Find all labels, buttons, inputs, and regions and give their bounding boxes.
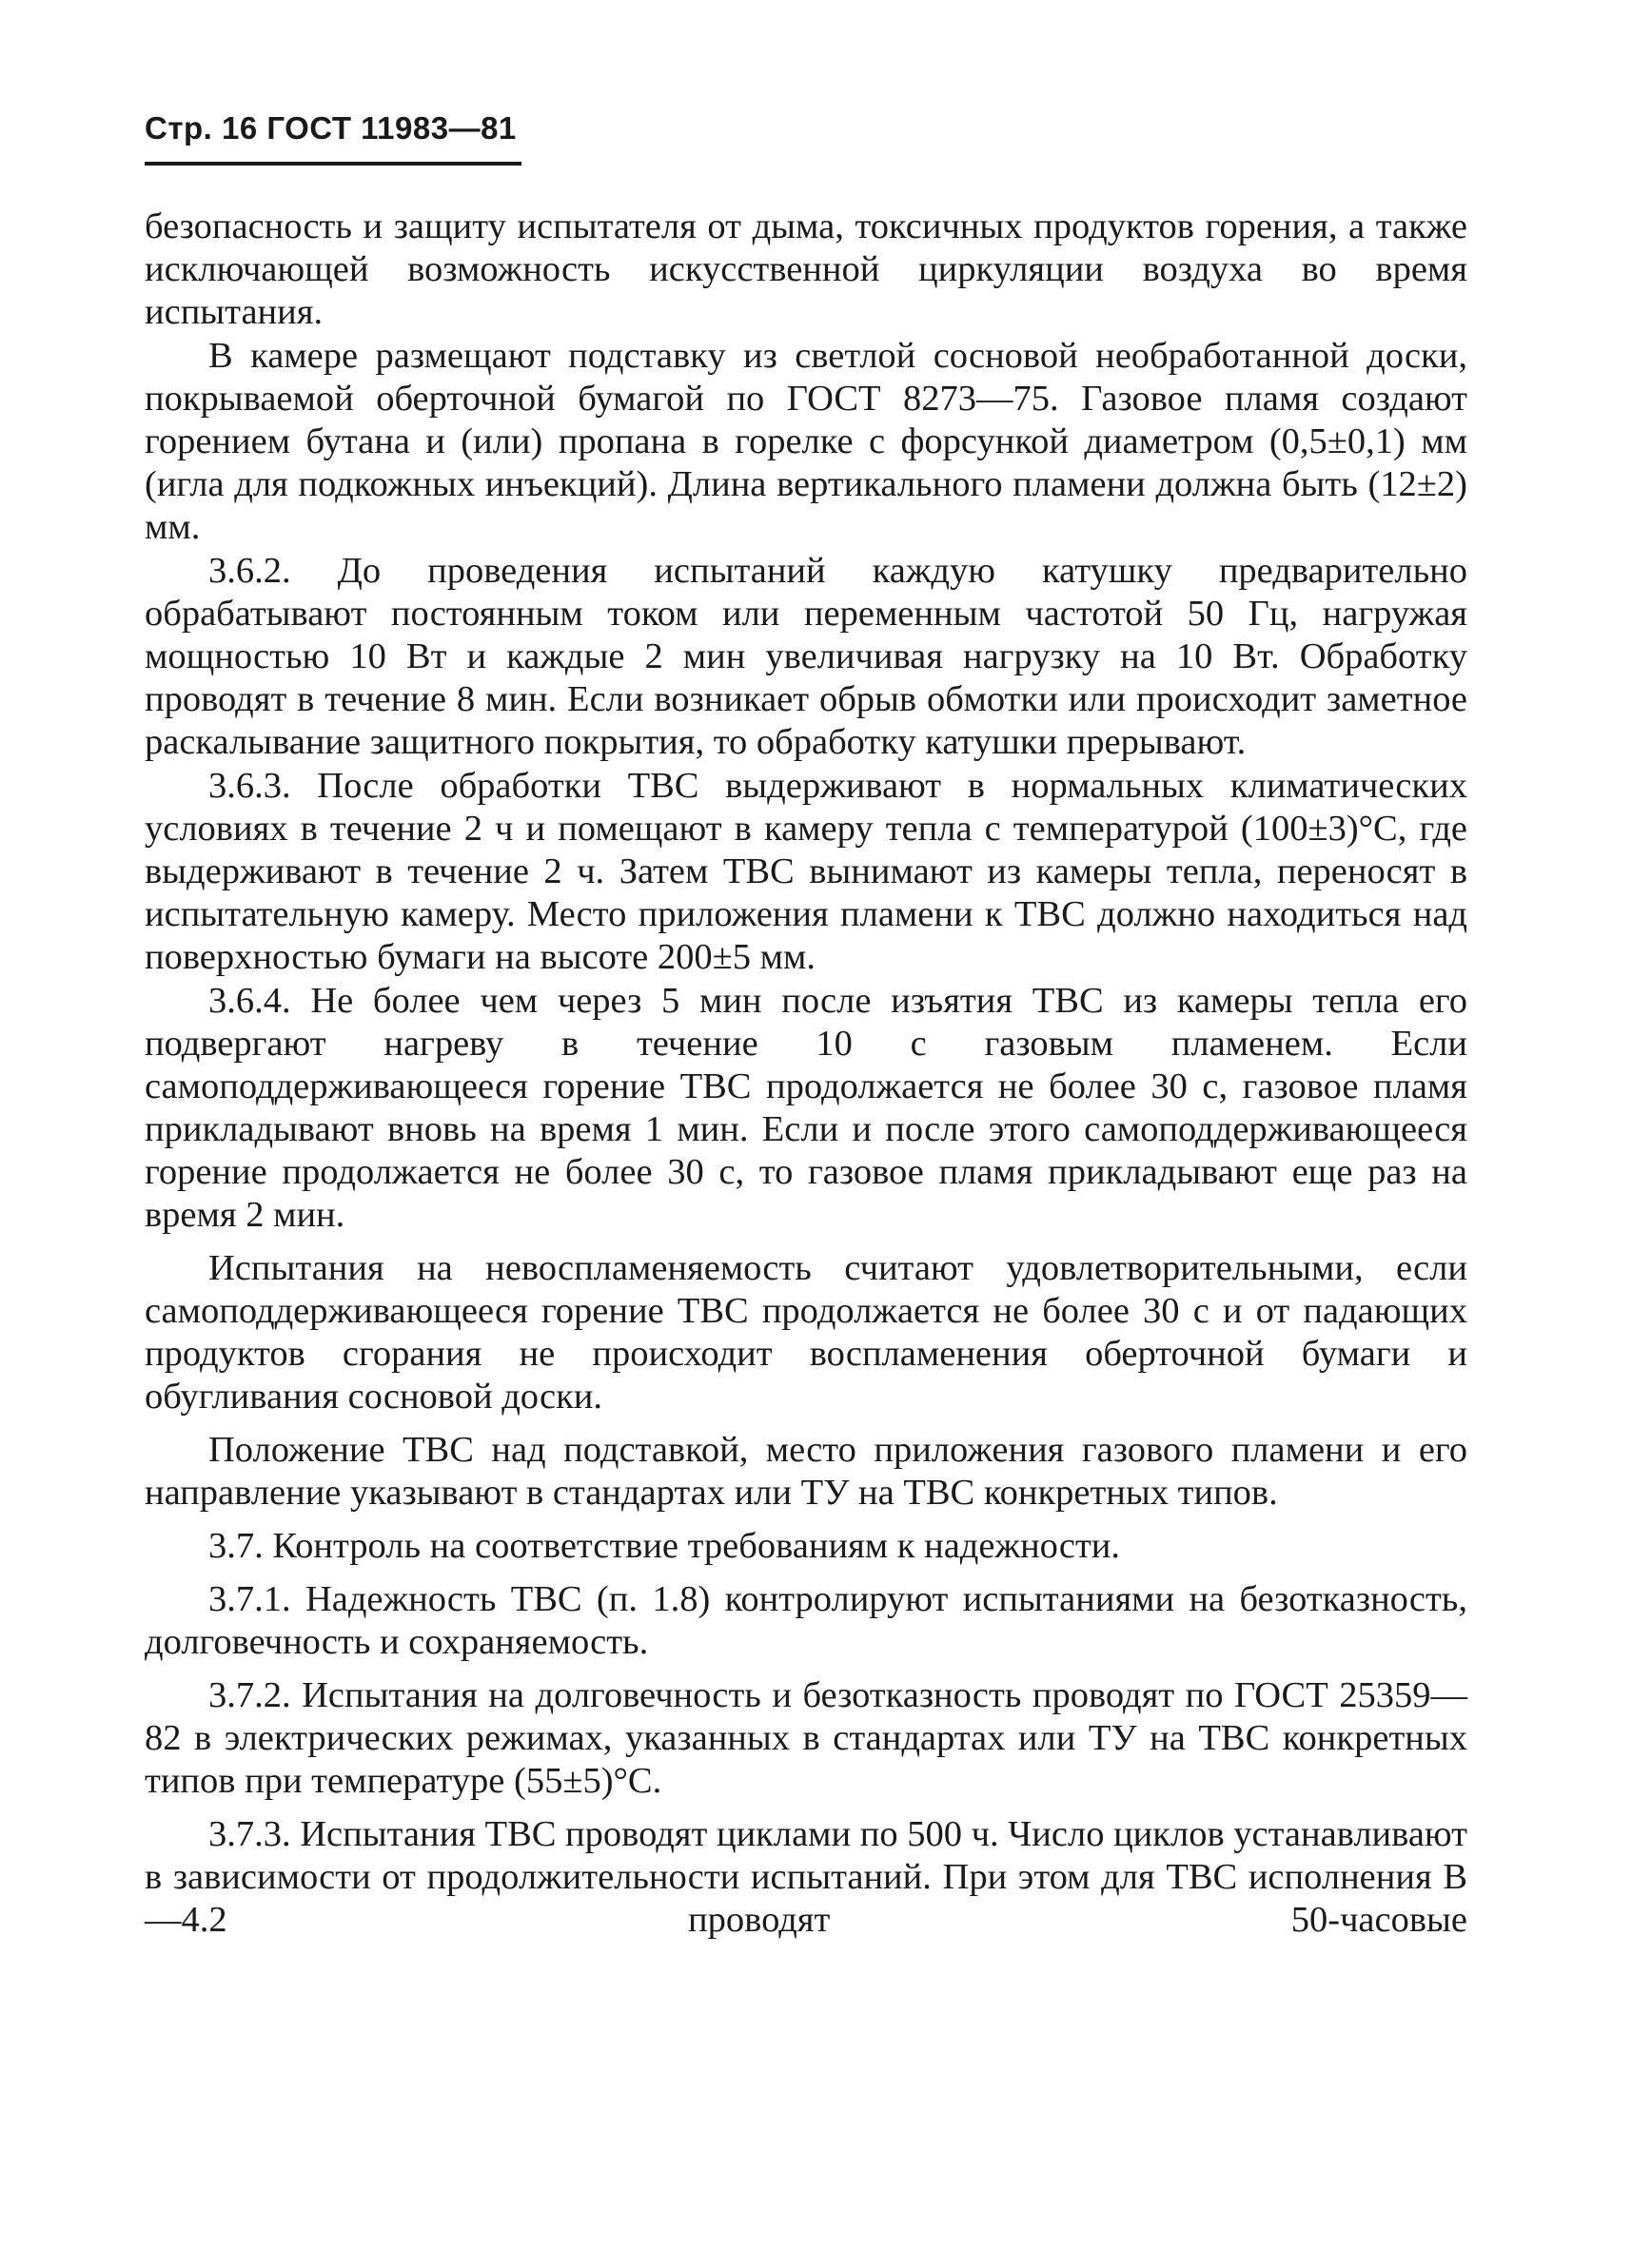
- paragraph-position: Положение ТВС над подставкой, место приложения газового пламени и его направление указывают в стандартах или ТУ на ТВС конкретных типов.: [145, 1430, 1467, 1513]
- paragraph-continuation: безопасность и защиту испытателя от дыма, токсичных продуктов горения, а также исключающей возможность искусственной циркуляции воздуха во время испытания.: [145, 206, 1467, 332]
- header-rule: [145, 162, 521, 166]
- paragraph-test-criteria: Испытания на невоспламеняемость считают удовлетворительными, если самоподдерживающееся горение ТВС продолжается не более 30 с и от падающих продуктов сгорания не происходит воспламенения оберточной бумаги и обугливания сосновой доски.: [145, 1248, 1467, 1417]
- running-head: Стр. 16 ГОСТ 11983—81: [145, 110, 517, 146]
- paragraph-chamber-setup: В камере размещают подставку из светлой сосновой необработанной доски, покрываемой оберточной бумагой по ГОСТ 8273—75. Газовое пламя создают горением бутана и (или) пропана в горелке с форсункой диаметром (0,5±0,1) мм (игла для подкожных инъекций). Длина вертикального пламени должна быть (12±2) мм.: [145, 336, 1467, 547]
- paragraph-3-7-1: 3.7.1. Надежность ТВС (п. 1.8) контролируют испытаниями на безотказность, долговечность и сохраняемость.: [145, 1579, 1467, 1662]
- paragraph-3-6-4: 3.6.4. Не более чем через 5 мин после изъятия ТВС из камеры тепла его подвергают нагреву в течение 10 с газовым пламенем. Если самоподдерживающееся горение ТВС продолжается не более 30 с, газовое пламя прикладывают вновь на время 1 мин. Если и после этого самоподдерживающееся горение продолжается не более 30 с, то газовое пламя прикладывают еще раз на время 2 мин.: [145, 981, 1467, 1235]
- paragraph-3-7-3: 3.7.3. Испытания ТВС проводят циклами по 500 ч. Число циклов устанавливают в зависимости от продолжительности испытаний. При этом для ТВС исполнения В—4.2 проводят 50-часовые: [145, 1814, 1467, 1940]
- body-text: [145, 205, 1467, 1943]
- paragraph-3-6-2: 3.6.2. До проведения испытаний каждую катушку предварительно обрабатывают постоянным током или переменным частотой 50 Гц, нагружая мощностью 10 Вт и каждые 2 мин увеличивая нагрузку на 10 Вт. Обработку проводят в течение 8 мин. Если возникает обрыв обмотки или происходит заметное раскалывание защитного покрытия, то обработку катушки прерывают.: [145, 551, 1467, 762]
- paragraph-3-6-3: 3.6.3. После обработки ТВС выдерживают в нормальных климатических условиях в течение 2 ч и помещают в камеру тепла с температурой (100±3)°С, где выдерживают в течение 2 ч. Затем ТВС вынимают из камеры тепла, переносят в испытательную камеру. Место приложения пламени к ТВС должно находиться над поверхностью бумаги на высоте 200±5 мм.: [145, 766, 1467, 977]
- paragraph-3-7: 3.7. Контроль на соответствие требованиям к надежности.: [208, 1526, 1121, 1566]
- paragraph-3-7-2: 3.7.2. Испытания на долговечность и безотказность проводят по ГОСТ 25359—82 в электрических режимах, указанных в стандартах или ТУ на ТВС конкретных типов при температуре (55±5)°С.: [145, 1675, 1467, 1801]
